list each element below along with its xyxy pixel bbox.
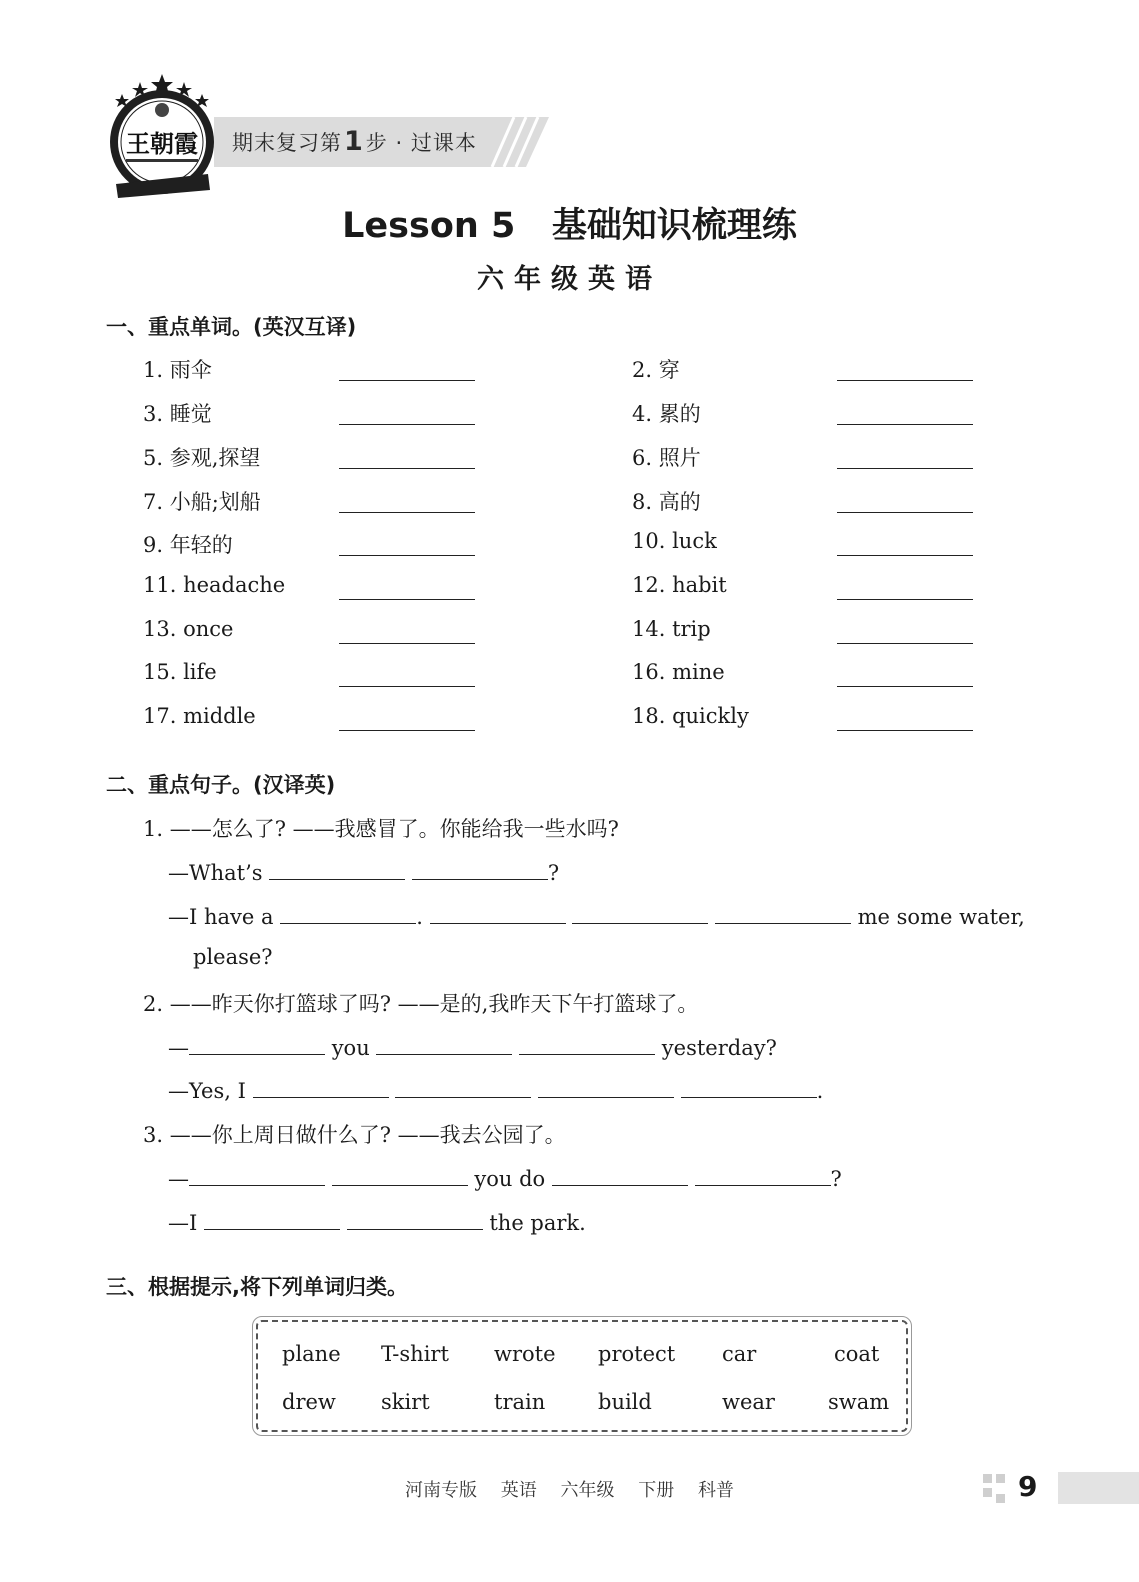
vocab-item-15: 15. life [143, 660, 217, 684]
q2-blank-7[interactable] [681, 1075, 817, 1098]
q3-blank-1[interactable] [189, 1163, 325, 1186]
q2-blank-1[interactable] [189, 1032, 325, 1055]
q3-l1-youdo: you do [474, 1167, 546, 1191]
q2-blank-4[interactable] [253, 1075, 389, 1098]
vocab-item-1: 1. 雨伞 [143, 358, 212, 382]
vocab-item-2: 2. 穿 [632, 358, 680, 382]
footer-subject: 英语 [500, 1480, 537, 1501]
decor-square [996, 1494, 1005, 1503]
vocab-answer-blank-13[interactable] [339, 643, 475, 644]
word-bank-word: drew [282, 1390, 336, 1414]
footer-publisher: 科普 [697, 1480, 734, 1501]
page-subtitle: 六年级英语 [477, 264, 662, 295]
q1-blank-4[interactable] [430, 901, 566, 924]
banner-post: 步 · 过课本 [365, 131, 477, 155]
vocab-item-14: 14. trip [632, 617, 711, 641]
word-bank-word: wear [722, 1390, 775, 1414]
q2-line1 [168, 1032, 777, 1060]
q1-l1-end: ? [547, 861, 560, 885]
q3-blank-3[interactable] [552, 1163, 688, 1186]
q3-blank-2[interactable] [332, 1163, 468, 1186]
q3-l2-end: the park. [489, 1211, 586, 1235]
word-bank-word: coat [834, 1342, 880, 1366]
vocab-item-4: 4. 累的 [632, 402, 701, 426]
vocab-item-17: 17. middle [143, 704, 256, 728]
vocab-item-11: 11. headache [143, 573, 286, 597]
decor-square [983, 1488, 992, 1497]
word-bank-word: train [494, 1390, 546, 1414]
vocab-item-7: 7. 小船;划船 [143, 490, 261, 514]
q1-prompt: 1. ——怎么了? ——我感冒了。你能给我一些水吗? [143, 817, 619, 841]
vocab-answer-blank-10[interactable] [837, 555, 973, 556]
vocab-answer-blank-6[interactable] [837, 468, 973, 469]
word-bank-box [256, 1320, 908, 1432]
q2-blank-2[interactable] [376, 1032, 512, 1055]
q1-l2-period: . [416, 905, 423, 929]
q2-line2 [168, 1075, 823, 1103]
q2-blank-5[interactable] [395, 1075, 531, 1098]
word-bank-word: plane [282, 1342, 341, 1366]
footer-volume: 下册 [638, 1480, 675, 1501]
vocab-item-8: 8. 高的 [632, 490, 701, 514]
q3-l2-text: —I [168, 1211, 198, 1235]
vocab-answer-blank-4[interactable] [837, 424, 973, 425]
q3-blank-4[interactable] [695, 1163, 831, 1186]
footer-edition: 河南专版 [405, 1480, 478, 1501]
word-bank-word: car [722, 1342, 757, 1366]
vocab-answer-blank-14[interactable] [837, 643, 973, 644]
vocab-item-12: 12. habit [632, 573, 727, 597]
review-step-banner [232, 126, 477, 157]
q1-blank-1[interactable] [269, 857, 405, 880]
q1-line3: please? [193, 945, 273, 969]
vocab-item-3: 3. 睡觉 [143, 402, 212, 426]
q1-blank-3[interactable] [280, 901, 416, 924]
q1-line1 [168, 857, 559, 885]
q3-line1 [168, 1163, 842, 1191]
vocab-answer-blank-15[interactable] [339, 686, 475, 687]
footer-grade: 六年级 [560, 1480, 615, 1501]
q3-l1-dash: — [168, 1167, 189, 1191]
q3-line2 [168, 1207, 586, 1235]
q3-prompt: 3. ——你上周日做什么了? ——我去公园了。 [143, 1123, 566, 1147]
vocab-answer-blank-17[interactable] [339, 730, 475, 731]
q3-l1-end: ? [830, 1167, 842, 1191]
word-bank-word: skirt [381, 1390, 430, 1414]
q2-l2-text: —Yes, I [168, 1079, 246, 1103]
vocab-item-18: 18. quickly [632, 704, 749, 728]
q1-l2-end: me some water, [857, 905, 1025, 929]
decor-square [983, 1474, 992, 1483]
logo-name-text: 王朝霞 [126, 129, 198, 158]
q1-blank-2[interactable] [412, 857, 548, 880]
q1-blank-6[interactable] [715, 901, 851, 924]
q1-line2 [168, 901, 1025, 929]
footer-info [0, 1476, 1139, 1502]
q2-l1-dash: — [168, 1036, 189, 1060]
vocab-answer-blank-7[interactable] [339, 512, 475, 513]
q1-l2-text: —I have a [168, 905, 274, 929]
vocab-answer-blank-11[interactable] [339, 599, 475, 600]
vocab-answer-blank-5[interactable] [339, 468, 475, 469]
banner-step-number: 1 [344, 126, 364, 157]
word-bank-word: protect [598, 1342, 676, 1366]
page-title: Lesson 5 基础知识梳理练 [342, 206, 797, 246]
vocab-item-16: 16. mine [632, 660, 725, 684]
word-bank-word: T-shirt [381, 1342, 449, 1366]
q1-blank-5[interactable] [572, 901, 708, 924]
q2-prompt: 2. ——昨天你打篮球了吗? ——是的,我昨天下午打篮球了。 [143, 992, 699, 1016]
banner-pre: 期末复习第 [232, 131, 342, 155]
decor-square [996, 1474, 1005, 1483]
page-number-strip [1058, 1472, 1139, 1504]
vocab-item-10: 10. luck [632, 529, 717, 553]
page-number: 9 [1018, 1470, 1038, 1503]
section2-heading: 二、重点句子。(汉译英) [106, 773, 336, 797]
q2-l2-end: . [816, 1079, 824, 1103]
word-bank-word: wrote [494, 1342, 556, 1366]
vocab-answer-blank-18[interactable] [837, 730, 973, 731]
vocab-answer-blank-12[interactable] [837, 599, 973, 600]
vocab-answer-blank-1[interactable] [339, 380, 475, 381]
word-bank-word: swam [828, 1390, 890, 1414]
q2-l1-end: yesterday? [661, 1036, 777, 1060]
vocab-item-13: 13. once [143, 617, 234, 641]
vocab-item-9: 9. 年轻的 [143, 533, 233, 557]
vocab-item-5: 5. 参观,探望 [143, 446, 261, 470]
brand-logo-seal [104, 72, 220, 202]
vocab-answer-blank-9[interactable] [339, 555, 475, 556]
q3-blank-5[interactable] [204, 1207, 340, 1230]
vocab-item-6: 6. 照片 [632, 446, 701, 470]
q2-blank-3[interactable] [519, 1032, 655, 1055]
vocab-answer-blank-3[interactable] [339, 424, 475, 425]
section3-heading: 三、根据提示,将下列单词归类。 [106, 1275, 408, 1299]
section1-heading: 一、重点单词。(英汉互译) [106, 315, 357, 339]
word-bank-word: build [598, 1390, 652, 1414]
vocab-answer-blank-2[interactable] [837, 380, 973, 381]
q3-blank-6[interactable] [347, 1207, 483, 1230]
vocab-answer-blank-16[interactable] [837, 686, 973, 687]
q1-l1-text: —What’s [168, 861, 263, 885]
q2-l1-you: you [331, 1036, 370, 1060]
vocab-answer-blank-8[interactable] [837, 512, 973, 513]
q2-blank-6[interactable] [538, 1075, 674, 1098]
